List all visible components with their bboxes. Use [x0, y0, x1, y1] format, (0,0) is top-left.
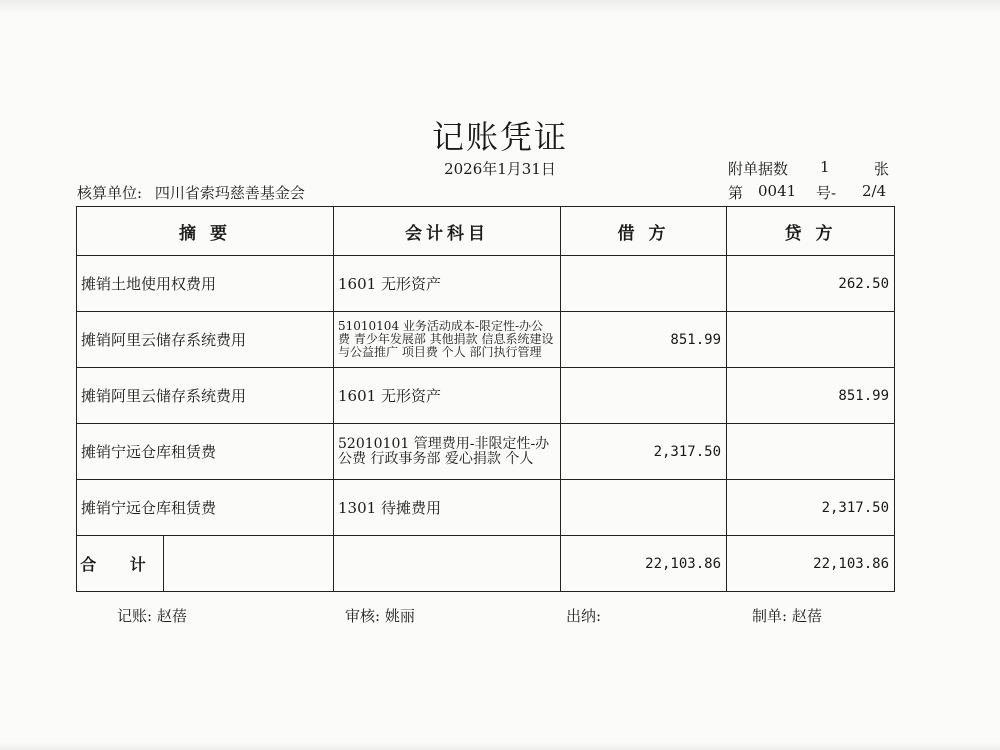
voucher-number-value: 0041 — [758, 182, 797, 200]
voucher-page-index: 2/4 — [862, 182, 887, 200]
table-header-row — [77, 207, 895, 256]
row-debit — [561, 368, 727, 424]
voucher-number-suffix: 号- — [816, 184, 837, 202]
accounting-unit-label: 核算单位: — [77, 184, 143, 202]
table-row — [77, 256, 895, 312]
row-subject: 1601 无形资产 — [334, 368, 561, 424]
scan-shadow — [0, 0, 1000, 14]
attachments-count: 1 — [820, 158, 830, 176]
attachments-unit: 张 — [874, 160, 890, 178]
row-summary: 摊销阿里云储存系统费用 — [77, 368, 334, 424]
row-credit: 262.50 — [727, 256, 895, 312]
table-row — [77, 368, 895, 424]
voucher-table — [76, 206, 895, 592]
total-row — [77, 536, 895, 592]
row-credit — [727, 312, 895, 368]
row-debit: 851.99 — [561, 312, 727, 368]
header-debit: 借 方 — [561, 207, 727, 256]
footer-bookkeeper: 记账: 赵蓓 — [117, 607, 187, 625]
voucher-title: 记账凭证 — [431, 118, 568, 156]
row-subject: 1301 待摊费用 — [334, 480, 561, 536]
total-label: 合 计 — [77, 536, 164, 591]
row-subject — [334, 312, 561, 368]
total-cell — [77, 536, 334, 592]
row-subject-text: 52010101 管理费用-非限定性-办公费 行政事务部 爱心捐款 个人 — [338, 435, 550, 467]
accounting-unit-name: 四川省索玛慈善基金会 — [154, 184, 305, 202]
row-debit — [561, 480, 727, 536]
row-debit — [561, 256, 727, 312]
row-summary: 摊销宁远仓库租赁费 — [77, 480, 334, 536]
voucher-date: 2026年1月31日 — [444, 160, 556, 178]
row-debit: 2,317.50 — [561, 424, 727, 480]
total-debit: 22,103.86 — [561, 536, 727, 592]
total-blank — [164, 536, 333, 591]
row-subject — [334, 424, 561, 480]
accounting-unit — [77, 182, 305, 203]
voucher-number-prefix: 第 — [728, 184, 744, 202]
attachments-info — [728, 158, 898, 178]
scan-shadow-bottom — [0, 742, 1000, 750]
table-row — [77, 480, 895, 536]
attachments-label: 附单据数 — [728, 160, 789, 178]
row-summary: 摊销阿里云储存系统费用 — [77, 312, 334, 368]
row-credit: 2,317.50 — [727, 480, 895, 536]
footer-reviewer: 审核: 姚丽 — [345, 607, 415, 625]
total-subject — [334, 536, 561, 592]
row-subject: 1601 无形资产 — [334, 256, 561, 312]
table-row — [77, 312, 895, 368]
row-credit: 851.99 — [727, 368, 895, 424]
row-credit — [727, 424, 895, 480]
table-row — [77, 424, 895, 480]
header-summary: 摘 要 — [77, 207, 334, 256]
footer-preparer: 制单: 赵蓓 — [752, 607, 822, 625]
footer-cashier: 出纳: — [566, 607, 602, 625]
row-summary: 摊销土地使用权费用 — [77, 256, 334, 312]
header-credit: 贷 方 — [727, 207, 895, 256]
row-summary: 摊销宁远仓库租赁费 — [77, 424, 334, 480]
header-subject: 会计科目 — [334, 207, 561, 256]
row-subject-text: 51010104 业务活动成本-限定性-办公费 青少年发展部 其他捐款 信息系统建设与公益推广 项目费 个人 部门执行管理 — [338, 319, 554, 359]
voucher-number — [728, 182, 898, 202]
total-credit: 22,103.86 — [727, 536, 895, 592]
